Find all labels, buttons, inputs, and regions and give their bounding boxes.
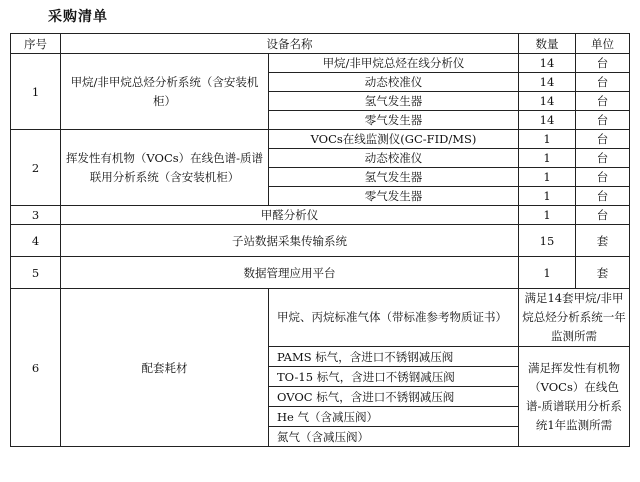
item-name: 零气发生器 <box>269 111 519 130</box>
group-name: 挥发性有机物（VOCs）在线色谱-质谱联用分析系统（含安装机柜） <box>61 130 269 206</box>
row-no: 1 <box>11 54 61 130</box>
consumable-item: TO-15 标气，含进口不锈钢减压阀 <box>269 367 519 387</box>
item-name: 氢气发生器 <box>269 168 519 187</box>
item-unit: 套 <box>576 257 630 289</box>
item-unit: 台 <box>576 187 630 206</box>
row-no: 3 <box>11 206 61 225</box>
item-unit: 台 <box>576 54 630 73</box>
item-unit: 套 <box>576 225 630 257</box>
item-name: 数据管理应用平台 <box>61 257 519 289</box>
table-row <box>11 206 630 225</box>
item-qty: 15 <box>519 225 576 257</box>
item-qty: 1 <box>519 257 576 289</box>
row-no: 4 <box>11 225 61 257</box>
item-unit: 台 <box>576 130 630 149</box>
item-unit: 台 <box>576 111 630 130</box>
item-name: 甲醛分析仪 <box>61 206 519 225</box>
purchase-table <box>10 33 630 447</box>
consumable-item: PAMS 标气，含进口不锈钢减压阀 <box>269 347 519 367</box>
item-qty: 1 <box>519 206 576 225</box>
table-row <box>11 257 630 289</box>
header-row <box>11 34 630 54</box>
item-name: 动态校准仪 <box>269 73 519 92</box>
item-name: 零气发生器 <box>269 187 519 206</box>
item-qty: 14 <box>519 92 576 111</box>
item-unit: 台 <box>576 92 630 111</box>
item-qty: 14 <box>519 73 576 92</box>
item-unit: 台 <box>576 168 630 187</box>
table-row <box>11 54 630 73</box>
item-qty: 1 <box>519 130 576 149</box>
group-name: 甲烷/非甲烷总烃分析系统（含安装机柜） <box>61 54 269 130</box>
consumable-item: OVOC 标气，含进口不锈钢减压阀 <box>269 387 519 407</box>
col-no-header: 序号 <box>11 34 61 54</box>
page-title: 采购清单 <box>48 9 108 25</box>
consumable-note: 满足挥发性有机物（VOCs）在线色谱-质谱联用分析系统1年监测所需 <box>519 347 630 447</box>
item-unit: 台 <box>576 149 630 168</box>
item-qty: 1 <box>519 187 576 206</box>
row-no: 2 <box>11 130 61 206</box>
group-name: 配套耗材 <box>61 289 269 447</box>
item-unit: 台 <box>576 73 630 92</box>
col-unit-header: 单位 <box>576 34 630 54</box>
item-name: 甲烷/非甲烷总烃在线分析仪 <box>269 54 519 73</box>
item-qty: 14 <box>519 111 576 130</box>
item-unit: 台 <box>576 206 630 225</box>
item-name: 子站数据采集传输系统 <box>61 225 519 257</box>
item-name: VOCs在线监测仪(GC-FID/MS) <box>269 130 519 149</box>
item-qty: 1 <box>519 149 576 168</box>
table-row <box>11 289 630 347</box>
consumable-note: 满足14套甲烷/非甲烷总烃分析系统一年监测所需 <box>519 289 630 347</box>
col-qty-header: 数量 <box>519 34 576 54</box>
row-no: 6 <box>11 289 61 447</box>
row-no: 5 <box>11 257 61 289</box>
item-name: 动态校准仪 <box>269 149 519 168</box>
item-name: 氢气发生器 <box>269 92 519 111</box>
table-row <box>11 225 630 257</box>
col-name-header: 设备名称 <box>61 34 519 54</box>
consumable-item: He 气（含减压阀） <box>269 407 519 427</box>
table-row <box>11 130 630 149</box>
consumable-item: 氮气（含减压阀） <box>269 427 519 447</box>
consumable-item: 甲烷、丙烷标准气体（带标准参考物质证书） <box>269 289 519 347</box>
item-qty: 1 <box>519 168 576 187</box>
item-qty: 14 <box>519 54 576 73</box>
